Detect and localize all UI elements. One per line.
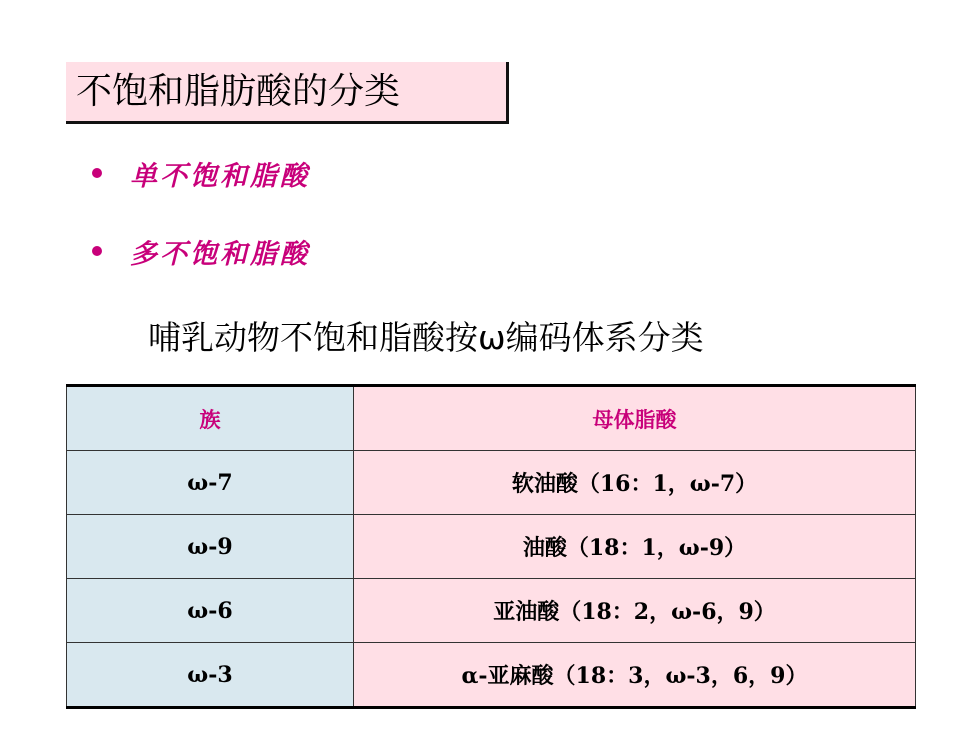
bullet-list: [92, 145, 310, 301]
table-row: [67, 643, 916, 708]
cell-parent-acid: 软油酸（16：1，ω-7）: [354, 451, 916, 515]
bullet-item: [92, 145, 310, 201]
table-row: [67, 515, 916, 579]
header-family: 族: [67, 386, 354, 451]
cell-parent-acid: α-亚麻酸（18：3，ω-3，6，9）: [354, 643, 916, 708]
cell-parent-acid: 亚油酸（18：2，ω-6，9）: [354, 579, 916, 643]
bullet-item: [92, 223, 310, 279]
cell-family: ω-7: [67, 451, 354, 515]
slide-title-box: [66, 62, 509, 124]
table-row: [67, 579, 916, 643]
bullet-dot-icon: [92, 246, 102, 256]
bullet-label: 单不饱和脂酸: [130, 160, 310, 192]
table-header-row: [67, 386, 916, 451]
slide-title: 不饱和脂肪酸的分类: [76, 71, 401, 112]
omega-classification-table: [66, 384, 916, 709]
cell-family: ω-3: [67, 643, 354, 708]
cell-family: ω-9: [67, 515, 354, 579]
header-parent-acid: 母体脂酸: [354, 386, 916, 451]
table-caption: 哺乳动物不饱和脂酸按ω编码体系分类: [148, 318, 704, 357]
table-row: [67, 451, 916, 515]
bullet-label: 多不饱和脂酸: [130, 238, 310, 270]
bullet-dot-icon: [92, 168, 102, 178]
cell-parent-acid: 油酸（18：1，ω-9）: [354, 515, 916, 579]
cell-family: ω-6: [67, 579, 354, 643]
